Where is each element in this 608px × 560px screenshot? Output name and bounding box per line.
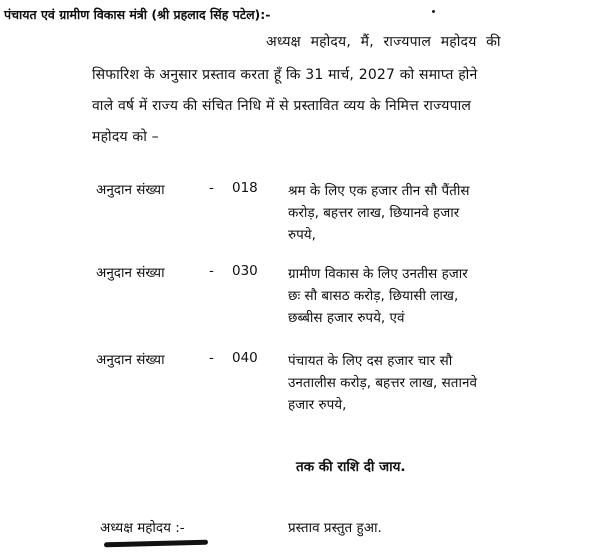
grant-description-line: ग्रामीण विकास के लिए उनतीस हजार: [288, 266, 468, 282]
grant-description: [288, 350, 477, 416]
grant-description: [288, 180, 469, 246]
grant-description-line: रुपये,: [288, 227, 316, 243]
chair-response: प्रस्ताव प्रस्तुत हुआ.: [288, 520, 382, 536]
grant-description-line: पंचायत के लिए दस हजार चार सौ: [288, 353, 453, 369]
grant-label: अनुदान संख्या: [96, 352, 165, 368]
grant-description-line: उनतालीस करोड़, बहत्तर लाख, सतानवे: [288, 375, 477, 391]
handwritten-underline: [104, 540, 208, 548]
speaker-heading: पंचायत एवं ग्रामीण विकास मंत्री (श्री प्रहलाद सिंह पटेल):-: [4, 7, 271, 22]
grant-number: 018: [232, 180, 258, 196]
grant-number: 040: [232, 350, 258, 366]
grant-description-line: श्रम के लिए एक हजार तीन सौ पैंतीस: [288, 183, 470, 199]
grant-label: अनुदान संख्या: [96, 265, 165, 281]
intro-line-4: महोदय को –: [92, 129, 159, 145]
grant-dash: -: [209, 263, 214, 279]
grant-description-line: करोड़, बहत्तर लाख, छियानवे हजार: [288, 205, 460, 221]
grant-description: [288, 263, 468, 329]
closing-line: तक की राशि दी जाय.: [296, 459, 406, 475]
intro-line-3: वाले वर्ष में राज्य की संचित निधि में से प्रस्तावित व्यय के निमित्त राज्यपाल: [92, 98, 472, 114]
ink-dot: [432, 10, 435, 13]
grant-description-line: छः सौ बासठ करोड़, छियासी लाख,: [288, 288, 459, 304]
chair-label: अध्यक्ष महोदय :-: [100, 520, 185, 536]
grant-dash: -: [209, 180, 214, 196]
intro-line-1: अध्यक्ष महोदय, मैं, राज्यपाल महोदय की: [266, 34, 501, 50]
intro-line-2: सिफारिश के अनुसार प्रस्ताव करता हूँ कि 31 मार्च, 2027 को समाप्त होने: [92, 67, 478, 83]
grant-number: 030: [232, 263, 258, 279]
grant-label: अनुदान संख्या: [96, 182, 165, 198]
grant-description-line: छब्बीस हजार रुपये, एवं: [288, 310, 405, 326]
grant-description-line: हजार रुपये,: [288, 397, 347, 413]
grant-dash: -: [209, 350, 214, 366]
